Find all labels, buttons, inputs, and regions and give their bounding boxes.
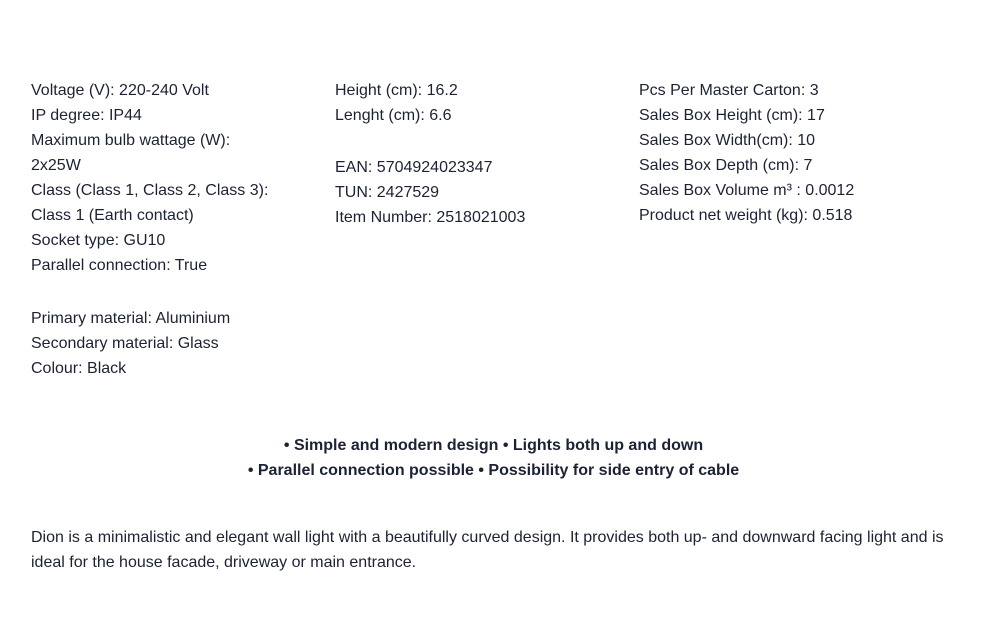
- spec-class-value: Class 1 (Earth contact): [31, 207, 194, 224]
- spec-height: Height (cm): 16.2: [335, 82, 458, 99]
- spec-secondary-material: Secondary material: Glass: [31, 335, 219, 352]
- feature-line-2: • Parallel connection possible • Possibility for side entry of cable: [247, 462, 740, 479]
- spec-max-wattage-value: 2x25W: [31, 157, 81, 174]
- spec-box-volume: Sales Box Volume m³ : 0.0012: [639, 182, 855, 199]
- spec-ean: EAN: 5704924023347: [335, 159, 493, 176]
- spec-pcs-per-carton: Pcs Per Master Carton: 3: [639, 82, 819, 99]
- spec-voltage: Voltage (V): 220-240 Volt: [31, 82, 209, 99]
- spec-colour: Colour: Black: [31, 360, 127, 377]
- spec-box-depth: Sales Box Depth (cm): 7: [639, 157, 813, 174]
- spec-max-wattage-label: Maximum bulb wattage (W):: [31, 132, 231, 149]
- spec-box-height: Sales Box Height (cm): 17: [639, 107, 825, 124]
- spacer: [31, 278, 321, 306]
- spacer: [335, 128, 625, 155]
- product-description: Dion is a minimalistic and elegant wall light with a beautifully curved design. It provides both up- and downward facing light and is ideal for the house facade, driveway or main entrance.: [31, 529, 944, 571]
- spec-box-width: Sales Box Width(cm): 10: [639, 132, 816, 149]
- spec-column-2: [335, 78, 625, 230]
- spec-ip-degree: IP degree: IP44: [31, 107, 142, 124]
- spec-length: Lenght (cm): 6.6: [335, 107, 452, 124]
- spec-primary-material: Primary material: Aluminium: [31, 310, 231, 327]
- spec-net-weight: Product net weight (kg): 0.518: [639, 207, 853, 224]
- spec-class-label: Class (Class 1, Class 2, Class 3):: [31, 182, 269, 199]
- spec-tun: TUN: 2427529: [335, 184, 440, 201]
- spec-parallel-connection: Parallel connection: True: [31, 257, 208, 274]
- spec-column-1: [31, 78, 321, 381]
- spec-socket-type: Socket type: GU10: [31, 232, 166, 249]
- spec-item-number: Item Number: 2518021003: [335, 209, 526, 226]
- spec-column-3: [639, 78, 969, 228]
- feature-line-1: • Simple and modern design • Lights both up and down: [283, 437, 704, 454]
- feature-highlights: [0, 433, 987, 483]
